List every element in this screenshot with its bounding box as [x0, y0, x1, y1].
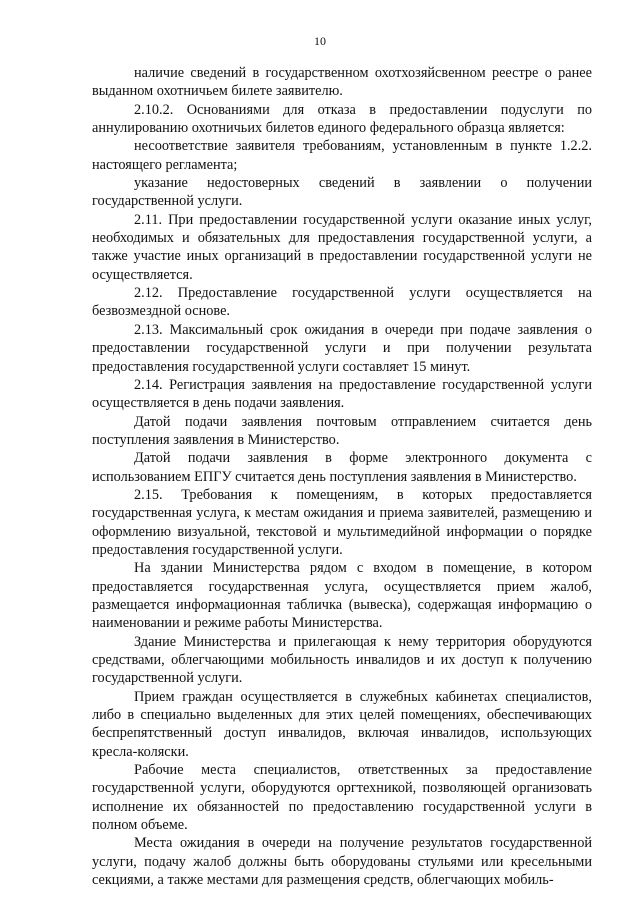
paragraph-2-15: 2.15. Требования к помещениям, в которых предоставляется государственная услуга, к местам ожидания и приема заявителей, размещению и оформлению визуальной, текстовой и мультимедийной информации о порядке предоставления государственной услуги. — [92, 486, 592, 558]
paragraph-reception: Прием граждан осуществляется в служебных кабинетах специалистов, либо в специально выделенных для этих целей помещениях, обеспечивающих беспрепятственный доступ инвалидов, включая инвалидов, использующих кресла-коляски. — [92, 688, 592, 760]
document-body — [92, 64, 592, 889]
paragraph-workplaces: Рабочие места специалистов, ответственных за предоставление государственной услуги, оборудуются оргтехникой, позволяющей организовать исполнение их обязанностей по предоставлению государственной услуги в полном объеме. — [92, 762, 592, 834]
paragraph-hunting-registry: наличие сведений в государственном охотхозяйсвенном реестре о ранее выданном охотничьем билете заявителю. — [92, 65, 592, 100]
paragraph-signboard: На здании Министерства рядом с входом в помещение, в котором предоставляется государственная услуга, осуществляется прием жалоб, размещается информационная табличка (вывеска), содержащая информацию о наименовании и режиме работы Министерства. — [92, 560, 592, 632]
paragraph-2-13: 2.13. Максимальный срок ожидания в очереди при подаче заявления о предоставлении государственной услуги и при получении результата предоставления государственной услуги составляет 15 минут. — [92, 321, 592, 375]
paragraph-2-12: 2.12. Предоставление государственной услуги осуществляется на безвозмездной основе. — [92, 285, 592, 320]
paragraph-postal-date: Датой подачи заявления почтовым отправлением считается день поступления заявления в Министерство. — [92, 413, 592, 448]
paragraph-accessibility: Здание Министерства и прилегающая к нему территория оборудуются средствами, облегчающими мобильность инвалидов и их доступ к получению государственной услуги. — [92, 633, 592, 687]
paragraph-applicant-mismatch: несоответствие заявителя требованиям, установленным в пункте 1.2.2. настоящего регламента; — [92, 138, 592, 173]
paragraph-electronic-date: Датой подачи заявления в форме электронного документа с использованием ЕПГУ считается день поступления заявления в Министерство. — [92, 450, 592, 485]
paragraph-false-info: указание недостоверных сведений в заявлении о получении государственной услуги. — [92, 175, 592, 210]
page-number: 10 — [314, 34, 326, 48]
paragraph-2-14: 2.14. Регистрация заявления на предоставление государственной услуги осуществляется в день подачи заявления. — [92, 376, 592, 412]
paragraph-2-11: 2.11. При предоставлении государственной услуги оказание иных услуг, необходимых и обязательных для предоставления государственной услуги, а также участие иных организаций в предоставлении государственной услуги не осуществляется. — [92, 211, 592, 283]
paragraph-waiting-areas: Места ожидания в очереди на получение результатов государственной услуги, подачу жалоб должны быть оборудованы стульями или кресельными секциями, а также местами для размещения средств, облегчающих мобиль- — [92, 835, 592, 889]
paragraph-2-10-2: 2.10.2. Основаниями для отказа в предоставлении подуслуги по аннулированию охотничьих билетов единого федерального образца является: — [92, 101, 592, 137]
